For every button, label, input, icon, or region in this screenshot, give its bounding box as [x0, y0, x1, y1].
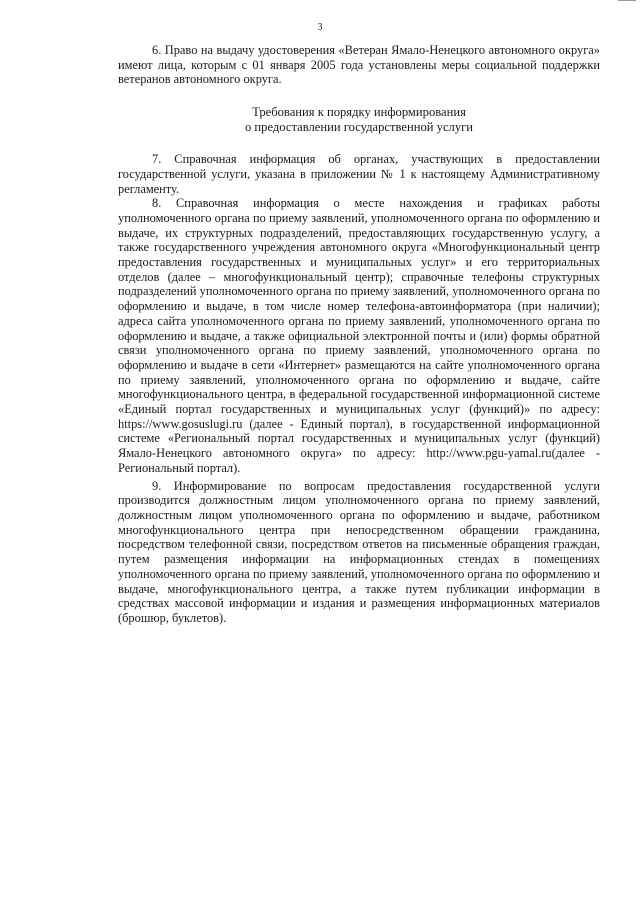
paragraph-6: 6. Право на выдачу удостоверения «Ветеран Ямало-Ненецкого автономного округа» имеют лица, которым с 01 января 2005 года установлены меры социальной поддержки ветеранов автономного округа. [118, 43, 600, 87]
paragraph-7: 7. Справочная информация об органах, участвующих в предоставлении государственной услуги, указана в приложении № 1 к настоящему Административному регламенту. [118, 152, 600, 196]
paragraph-9: 9. Информирование по вопросам предоставления государственной услуги производится должностным лицом уполномоченного органа по приему заявлений, должностным лицом уполномоченного органа по оформлению и выдаче, работником многофункционального центра при непосредственном обращении гражданина, посредством телефонной связи, посредством ответов на письменные обращения граждан, путем размещения информации на информационных стендах в помещениях уполномоченного органа по приему заявлений, уполномоченного органа по оформлению и выдаче, многофункционального центра, а также путем публикации информации в средствах массовой информации и издания и размещения информационных материалов (брошюр, буклетов). [118, 478, 600, 625]
section-heading-line-2: о предоставлении государственной услуги [244, 120, 474, 135]
paragraph-8: 8. Справочная информация о месте нахождения и графиках работы уполномоченного органа по приему заявлений, уполномоченного органа по оформлению и выдаче, их структурных подразделений, предоставляющих государственную услугу, а также государственного учреждения автономного округа «Многофункциональный центр предоставления государственных и муниципальных услуг» и его территориальных отделов (далее – многофункциональный центр); справочные телефоны структурных подразделений уполномоченного органа по приему заявлений, уполномоченного органа по оформлению и выдаче, в том числе номер телефона-автоинформатора (при наличии); адреса сайта уполномоченного органа по приему заявлений, уполномоченного органа по оформлению и выдаче, а также официальной электронной почты и (или) формы обратной связи уполномоченного органа по приему заявлений, уполномоченного органа по оформлению и выдаче в сети «Интернет» размещаются на сайте уполномоченного органа по приему заявлений, уполномоченного органа по оформлению и выдаче, сайте многофункционального центра, в федеральной государственной информационной системе «Единый портал государственных и муниципальных услуг (функций)» по адресу: https://www.gosuslugi.ru (далее - Единый портал), в государственной информационной системе «Региональный портал государственных и муниципальных услуг (функций) Ямало-Ненецкого автономного округа» по адресу: http://www.pgu-yamal.ru(далее - Региональный портал). [118, 196, 600, 475]
scan-corner-mark [618, 0, 636, 4]
section-heading-line-1: Требования к порядку информирования [252, 105, 466, 120]
document-body [118, 43, 600, 626]
section-heading [118, 105, 600, 135]
page-number: 3 [317, 22, 323, 33]
